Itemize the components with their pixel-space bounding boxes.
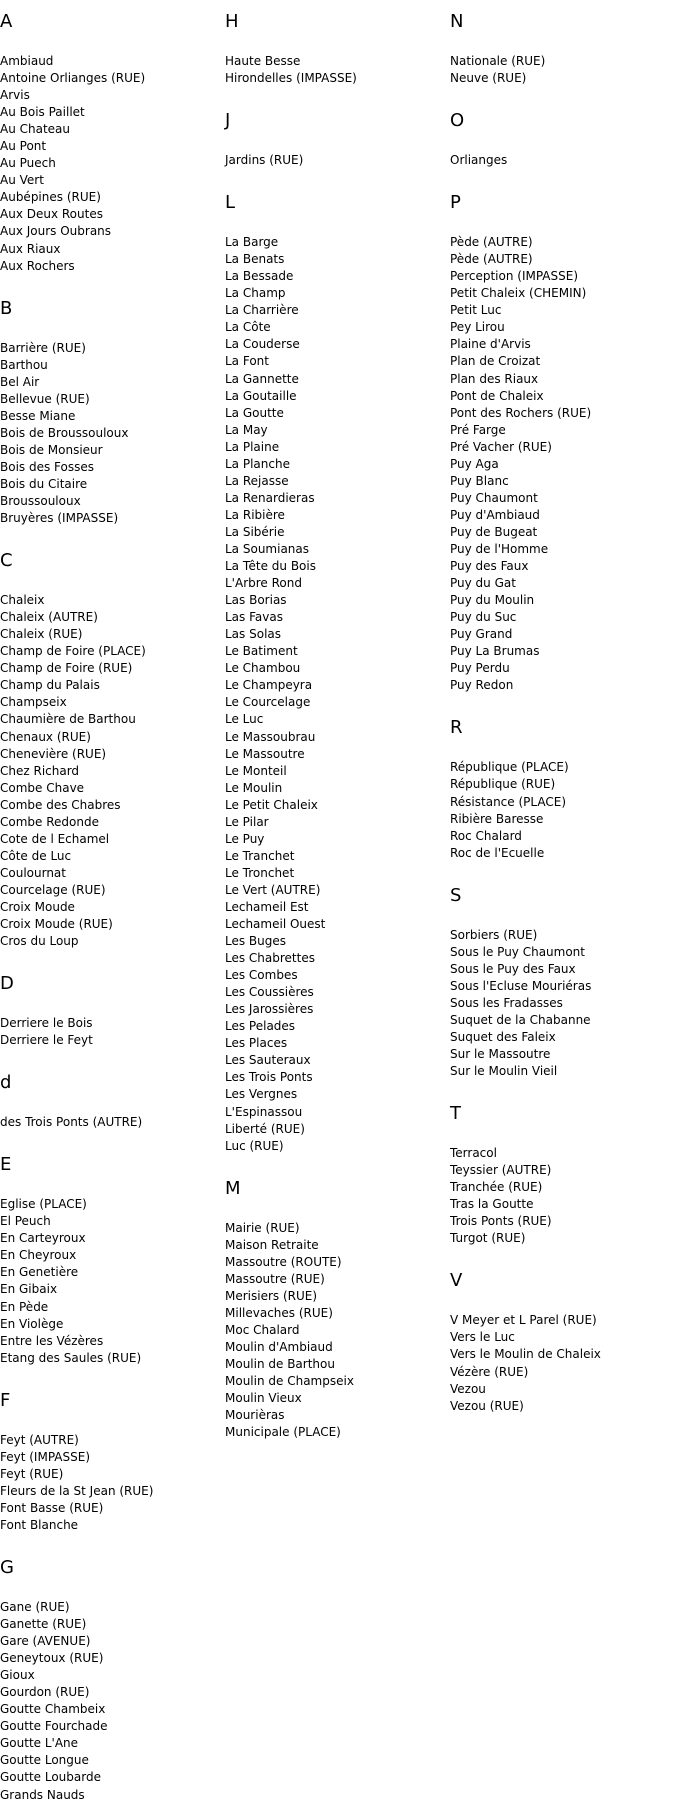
street-name: Gourdon (RUE)	[0, 1685, 90, 1700]
street-name: La Sibérie	[225, 524, 285, 539]
street-name: Au Pont	[0, 139, 47, 154]
street-column-1	[0, 0, 225, 1816]
street-name: En Cheyroux	[0, 1248, 77, 1263]
street-name: Le Courcelage	[225, 695, 311, 710]
street-name: Pré Vacher (RUE)	[450, 439, 552, 454]
street-name: Le Luc	[225, 712, 264, 727]
street-name: Sorbiers (RUE)	[450, 927, 538, 942]
letter-group	[0, 1546, 225, 1816]
street-name: Le Champeyra	[225, 678, 313, 693]
street-name: La Benats	[225, 252, 285, 267]
street-name: Plaine d'Arvis	[450, 337, 531, 352]
street-name: Geneytoux (RUE)	[0, 1651, 104, 1666]
section-letter-heading: S	[450, 884, 462, 906]
street-list	[225, 1220, 450, 1442]
street-name: Antoine Orlianges (RUE)	[0, 71, 146, 86]
street-name: Bois du Citaire	[0, 476, 88, 491]
street-name: Feyt (RUE)	[0, 1466, 64, 1481]
street-name: Goutte Loubarde	[0, 1770, 101, 1785]
street-name: Aux Riaux	[0, 241, 61, 256]
street-name: Petit Chaleix (CHEMIN)	[450, 286, 587, 301]
street-list	[0, 1432, 225, 1534]
street-name: Combe Redonde	[0, 814, 99, 829]
street-name: Mairie (RUE)	[225, 1220, 300, 1235]
street-name: Gane (RUE)	[0, 1600, 70, 1614]
street-name: Le Massoubrau	[225, 729, 316, 744]
street-name: La Bessade	[225, 269, 294, 284]
street-name: Suquet de la Chabanne	[450, 1012, 591, 1027]
letter-group	[450, 0, 675, 99]
street-name: Roc Chalard	[450, 828, 522, 843]
letter-group	[0, 1379, 225, 1546]
letter-group	[450, 706, 675, 873]
street-name: Broussouloux	[0, 494, 81, 509]
street-column-3	[450, 0, 675, 1427]
street-name: Ambiaud	[0, 54, 54, 68]
street-name: Champ de Foire (PLACE)	[0, 644, 146, 659]
letter-group	[225, 181, 450, 1167]
street-name: Les Coussières	[225, 985, 314, 1000]
street-name: Jardins (RUE)	[225, 153, 304, 168]
street-name: Sous les Fradasses	[450, 995, 563, 1010]
street-name: Le Chambou	[225, 661, 301, 676]
letter-group	[450, 1092, 675, 1259]
street-column-2	[225, 0, 450, 1453]
section-letter-heading: B	[0, 297, 13, 319]
street-name: Puy Aga	[450, 456, 499, 471]
letter-group	[0, 287, 225, 540]
street-name: Bois de Monsieur	[0, 442, 103, 457]
street-name: Les Jarossières	[225, 1002, 314, 1017]
section-letter-heading: R	[450, 717, 463, 739]
street-name: L'Espinassou	[225, 1104, 303, 1119]
street-name: Sur le Moulin Vieil	[450, 1064, 558, 1079]
street-name: Feyt (AUTRE)	[0, 1432, 79, 1447]
street-name: Le Batiment	[225, 644, 298, 659]
street-name: Besse Miane	[0, 408, 76, 423]
section-letter-heading: G	[0, 1557, 14, 1578]
street-name: Feyt (IMPASSE)	[0, 1449, 90, 1464]
street-name: Le Puy	[225, 831, 265, 846]
street-name: Goutte Chambeix	[0, 1702, 106, 1717]
street-name: Eglise (PLACE)	[0, 1197, 87, 1212]
street-list	[225, 234, 450, 1155]
street-name: Roc de l'Ecuelle	[450, 845, 545, 860]
street-name: En Carteyroux	[0, 1231, 86, 1246]
street-name: Chenaux (RUE)	[0, 729, 91, 744]
street-name: La Rejasse	[225, 473, 289, 488]
street-name: Aubépines (RUE)	[0, 190, 101, 205]
street-name: Puy Perdu	[450, 661, 510, 676]
section-letter-heading: C	[0, 550, 13, 572]
street-name: Le Vert (AUTRE)	[225, 882, 321, 897]
street-name: La Planche	[225, 456, 290, 471]
street-name: Mourièras	[225, 1408, 285, 1423]
street-name: La Couderse	[225, 337, 300, 352]
street-name: La Côte	[225, 320, 271, 335]
street-name: Cros du Loup	[0, 934, 79, 949]
street-name: Liberté (RUE)	[225, 1121, 305, 1136]
street-name: Barthou	[0, 357, 48, 372]
letter-group	[450, 1259, 675, 1426]
street-name: Champseix	[0, 695, 67, 710]
street-name: Bois de Broussouloux	[0, 425, 129, 440]
street-name: Le Petit Chaleix	[225, 797, 318, 812]
section-letter-heading: F	[0, 1389, 11, 1411]
street-name: L'Arbre Rond	[225, 576, 302, 591]
street-name: Vers le Moulin de Chaleix	[450, 1347, 601, 1362]
letter-group	[0, 962, 225, 1061]
street-list	[450, 927, 675, 1080]
street-name: Sous le Puy Chaumont	[450, 944, 585, 959]
section-letter-heading: H	[225, 11, 239, 32]
street-name: Orlianges	[450, 153, 508, 168]
street-name: V Meyer et L Parel (RUE)	[450, 1313, 597, 1328]
street-name: Puy de Bugeat	[450, 524, 538, 539]
street-list	[0, 340, 225, 528]
street-name: Trois Ponts (RUE)	[450, 1214, 552, 1229]
street-name: Moc Chalard	[225, 1322, 300, 1337]
street-name: Puy Grand	[450, 627, 513, 642]
street-name: Las Favas	[225, 610, 283, 625]
street-name: Moulin de Champseix	[225, 1374, 354, 1389]
street-list	[0, 53, 225, 275]
street-name: Le Moulin	[225, 780, 283, 795]
street-name: Puy des Faux	[450, 559, 529, 574]
street-name: Pey Lirou	[450, 320, 505, 335]
street-name: Puy d'Ambiaud	[450, 507, 540, 522]
street-name: Au Vert	[0, 173, 44, 188]
street-name: Combe Chave	[0, 780, 85, 795]
street-name: Les Places	[225, 1036, 288, 1051]
street-list	[450, 1145, 675, 1247]
street-name: Tras la Goutte	[450, 1197, 534, 1212]
street-name: Turgot (RUE)	[450, 1231, 526, 1246]
letter-group	[225, 0, 450, 99]
street-name: Côte de Luc	[0, 848, 72, 863]
street-list	[0, 1599, 225, 1804]
street-list	[225, 53, 450, 87]
letter-group	[225, 99, 450, 181]
street-name: Aux Rochers	[0, 258, 75, 273]
section-letter-heading: V	[450, 1270, 463, 1292]
street-name: La Goutte	[225, 405, 284, 420]
street-name: Vezou	[450, 1381, 486, 1396]
street-name: La May	[225, 422, 268, 437]
street-name: Moulin d'Ambiaud	[225, 1340, 333, 1354]
street-name: Maison Retraite	[225, 1237, 319, 1252]
street-name: Puy du Moulin	[450, 593, 535, 608]
street-name: Petit Luc	[450, 303, 502, 318]
letter-group	[0, 0, 225, 287]
letter-group	[450, 181, 675, 706]
letter-group	[225, 1167, 450, 1454]
street-name: Pont des Rochers (RUE)	[450, 405, 592, 420]
street-name: Le Massoutre	[225, 746, 305, 761]
street-name: Bois des Fosses	[0, 459, 94, 474]
street-name: Au Chateau	[0, 122, 71, 137]
street-name: Entre les Vézères	[0, 1333, 104, 1348]
street-name: Au Bois Paillet	[0, 105, 85, 120]
street-name: Puy du Gat	[450, 576, 516, 591]
street-name: Pré Farge	[450, 422, 506, 437]
street-name: Vézère (RUE)	[450, 1364, 529, 1379]
street-name: Vers le Luc	[450, 1330, 515, 1345]
street-name: Goutte Fourchade	[0, 1719, 108, 1734]
street-name: Champ du Palais	[0, 678, 100, 693]
street-name: Millevaches (RUE)	[225, 1305, 333, 1320]
street-list	[450, 1312, 675, 1414]
street-name: Font Blanche	[0, 1517, 79, 1532]
street-name: La Plaine	[225, 439, 280, 454]
letter-group	[0, 1061, 225, 1143]
street-name: Croix Moude (RUE)	[0, 917, 113, 932]
street-name: El Peuch	[0, 1214, 51, 1229]
street-list	[0, 592, 225, 950]
street-name: Derriere le Bois	[0, 1016, 93, 1031]
street-name: En Genetière	[0, 1265, 79, 1280]
street-list	[450, 152, 675, 169]
street-name: République (PLACE)	[450, 760, 569, 775]
street-name: Croix Moude	[0, 899, 75, 914]
section-letter-heading: J	[225, 110, 231, 132]
street-name: Aux Jours Oubrans	[0, 224, 112, 239]
street-name: Le Pilar	[225, 814, 269, 829]
street-name: Moulin Vieux	[225, 1391, 302, 1406]
street-name: Neuve (RUE)	[450, 71, 527, 86]
street-name: Champ de Foire (RUE)	[0, 661, 133, 676]
street-name: Coulournat	[0, 865, 66, 880]
street-name: En Pède	[0, 1299, 49, 1314]
street-name: La Font	[225, 354, 269, 369]
street-name: des Trois Ponts (AUTRE)	[0, 1115, 143, 1130]
street-name: Lechameil Ouest	[225, 917, 326, 932]
letter-group	[0, 539, 225, 962]
street-name: Sous le Puy des Faux	[450, 961, 576, 976]
street-name: Font Basse (RUE)	[0, 1500, 104, 1515]
street-name: Courcelage (RUE)	[0, 882, 106, 897]
street-name: Tranchée (RUE)	[450, 1180, 543, 1195]
section-letter-heading: D	[0, 973, 14, 995]
letter-group	[0, 1143, 225, 1378]
street-name: Aux Deux Routes	[0, 207, 103, 222]
street-name: Moulin de Barthou	[225, 1357, 335, 1372]
section-letter-heading: E	[0, 1154, 12, 1176]
street-name: Massoutre (ROUTE)	[225, 1254, 342, 1269]
street-name: Haute Besse	[225, 54, 301, 68]
street-name: Puy de l'Homme	[450, 541, 549, 556]
section-letter-heading: A	[0, 11, 13, 32]
street-name: Le Tranchet	[225, 848, 295, 863]
street-name: La Renardieras	[225, 490, 315, 505]
street-name: Combe des Chabres	[0, 797, 121, 812]
street-name: Las Borias	[225, 593, 287, 608]
street-name: Suquet des Faleix	[450, 1029, 556, 1044]
street-name: Plan de Croizat	[450, 354, 541, 369]
street-name: Les Vergnes	[225, 1087, 298, 1102]
street-name: Ribière Baresse	[450, 811, 544, 826]
street-name: Ganette (RUE)	[0, 1617, 87, 1632]
street-name: Goutte L'Ane	[0, 1736, 79, 1751]
street-name: Luc (RUE)	[225, 1138, 284, 1153]
street-name: Gare (AVENUE)	[0, 1634, 91, 1649]
street-name: Teyssier (AUTRE)	[450, 1163, 552, 1178]
street-name: Puy Redon	[450, 678, 514, 693]
street-name: La Barge	[225, 235, 279, 250]
street-name: République (RUE)	[450, 777, 556, 792]
section-letter-heading: O	[450, 110, 465, 132]
street-name: Goutte Longue	[0, 1753, 89, 1768]
street-name: Massoutre (RUE)	[225, 1271, 325, 1286]
street-name: En Violège	[0, 1316, 64, 1331]
street-name: Fleurs de la St Jean (RUE)	[0, 1483, 154, 1498]
street-name: Le Monteil	[225, 763, 287, 778]
street-name: Les Trois Ponts	[225, 1070, 313, 1085]
street-name: La Tête du Bois	[225, 559, 316, 574]
street-name: Cote de l Echamel	[0, 831, 110, 846]
letter-group	[450, 874, 675, 1092]
street-name: Gioux	[0, 1668, 35, 1683]
street-name: Bruyères (IMPASSE)	[0, 511, 119, 526]
street-name: Perception (IMPASSE)	[450, 269, 579, 284]
street-name: La Soumianas	[225, 541, 310, 556]
street-name: Barrière (RUE)	[0, 340, 86, 355]
street-name: Etang des Saules (RUE)	[0, 1350, 142, 1365]
street-name: Résistance (PLACE)	[450, 794, 566, 809]
street-name: Les Pelades	[225, 1019, 296, 1034]
street-name: Chaleix (AUTRE)	[0, 610, 98, 625]
section-letter-heading: T	[450, 1103, 461, 1125]
street-name: Las Solas	[225, 627, 282, 642]
street-name: Sur le Massoutre	[450, 1047, 551, 1062]
section-letter-heading: P	[450, 192, 461, 214]
street-name: Bellevue (RUE)	[0, 391, 90, 406]
street-name: Chaleix	[0, 593, 45, 608]
street-name: Pède (AUTRE)	[450, 235, 533, 250]
street-name: Municipale (PLACE)	[225, 1425, 341, 1440]
letter-group	[450, 99, 675, 181]
street-name: La Gannette	[225, 371, 299, 386]
street-name: Hirondelles (IMPASSE)	[225, 71, 357, 86]
street-name: Bel Air	[0, 374, 40, 389]
street-name: Chez Richard	[0, 763, 80, 778]
street-name: Arvis	[0, 88, 30, 103]
street-name: En Gibaix	[0, 1282, 58, 1297]
street-name: Nationale (RUE)	[450, 54, 546, 68]
street-name: Chenevière (RUE)	[0, 746, 107, 761]
street-list	[450, 759, 675, 861]
street-name: Puy du Suc	[450, 610, 517, 625]
street-name: Le Tronchet	[225, 865, 295, 880]
street-name: Les Chabrettes	[225, 951, 315, 966]
street-name: Puy Chaumont	[450, 490, 538, 505]
street-list	[225, 152, 450, 169]
street-list	[450, 234, 675, 694]
street-name: La Ribière	[225, 507, 285, 522]
street-name: La Charrière	[225, 303, 299, 318]
street-name: Les Combes	[225, 968, 298, 983]
street-list	[450, 53, 675, 87]
section-letter-heading: N	[450, 11, 464, 32]
street-name: Lechameil Est	[225, 899, 309, 914]
street-name: Pont de Chaleix	[450, 388, 544, 403]
street-name: La Goutaille	[225, 388, 297, 403]
street-name: Grands Nauds	[0, 1787, 85, 1802]
street-list	[0, 1114, 225, 1131]
street-name: Puy La Brumas	[450, 644, 540, 659]
street-name: Sous l'Ecluse Mouriéras	[450, 978, 592, 993]
street-name: Puy Blanc	[450, 473, 509, 488]
street-name: Chaleix (RUE)	[0, 627, 83, 642]
street-name: Derriere le Feyt	[0, 1033, 93, 1048]
street-name: Terracol	[450, 1146, 497, 1161]
street-list	[0, 1196, 225, 1366]
street-name: La Champ	[225, 286, 286, 301]
street-list	[0, 1015, 225, 1049]
street-name: Au Puech	[0, 156, 56, 171]
section-letter-heading: L	[225, 192, 236, 214]
section-letter-heading: d	[0, 1072, 12, 1094]
street-name: Les Sauteraux	[225, 1053, 311, 1068]
street-name: Plan des Riaux	[450, 371, 539, 386]
section-letter-heading: M	[225, 1177, 241, 1199]
street-name: Les Buges	[225, 934, 287, 949]
street-name: Pède (AUTRE)	[450, 252, 533, 267]
street-name: Chaumière de Barthou	[0, 712, 136, 727]
street-name: Merisiers (RUE)	[225, 1288, 318, 1303]
street-name: Vezou (RUE)	[450, 1398, 524, 1413]
